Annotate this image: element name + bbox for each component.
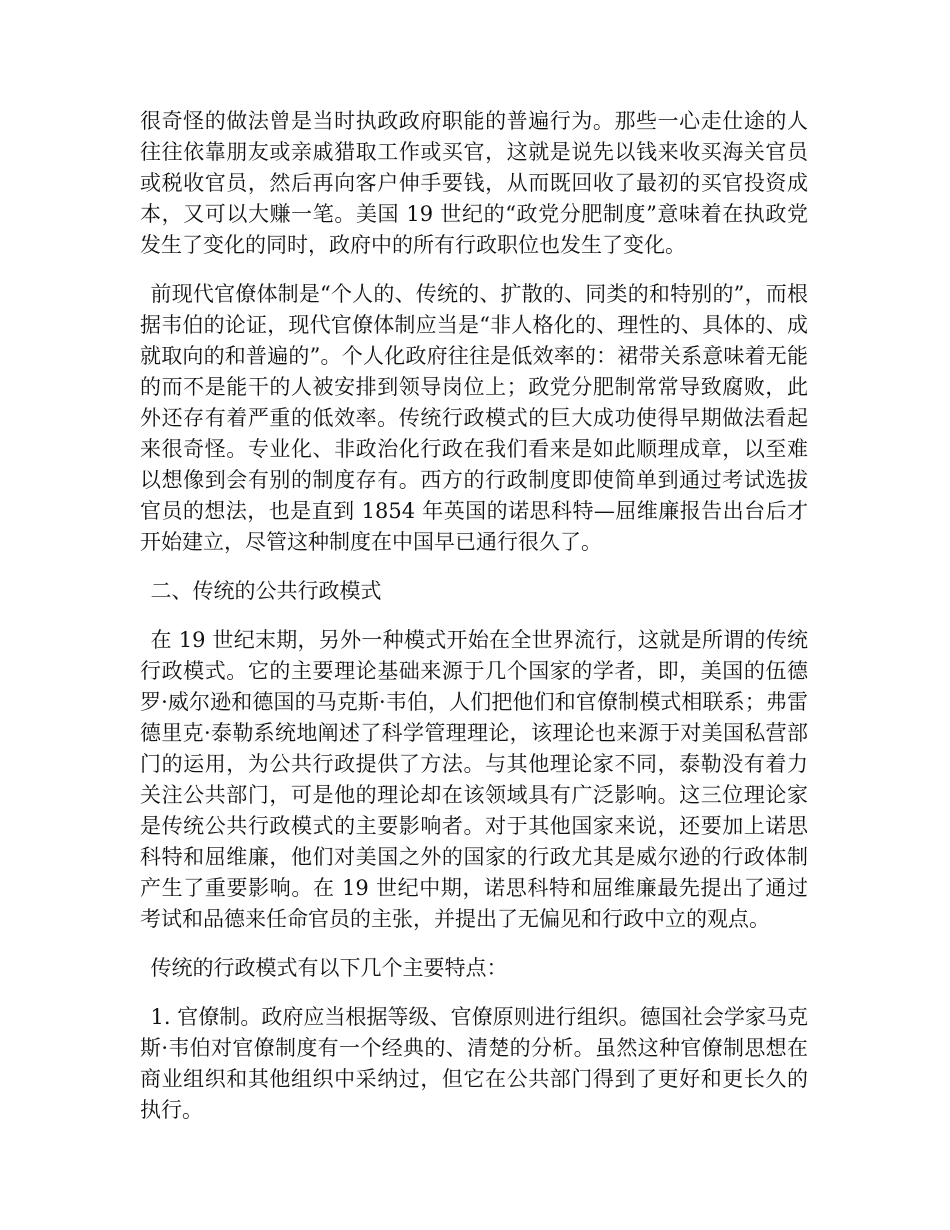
paragraph-late-19th-century: 在 19 世纪末期，另外一种模式开始在全世界流行，这就是所谓的传统行政模式。它的主要理论基础来源于几个国家的学者，即，美国的伍德罗·威尔逊和德国的马克斯·韦伯，人们把他们和官僚制模式相联系；弗雷德里克·泰勒系统地阐述了科学管理理论，该理论也来源于对美国私营部门的运用，为公共行政提供了方法。与其他理论家不同，泰勒没有着力关注公共部门，可是他的理论却在该领域具有广泛影响。这三位理论家是传统公共行政模式的主要影响者。对于其他国家来说，还要加上诺思科特和屈维廉，他们对美国之外的国家的行政尤其是威尔逊的行政体制产生了重要影响。在 19 世纪中期，诺思科特和屈维廉最先提出了通过考试和品德来任命官员的主张，并提出了无偏见和行政中立的观点。 [140,628,808,931]
section-heading-traditional-model: 二、传统的公共行政模式 [150,579,382,603]
document-body [140,106,808,1144]
paragraph-features-intro: 传统的行政模式有以下几个主要特点： [150,956,508,980]
paragraph-bureaucracy-feature: 1. 官僚制。政府应当根据等级、官僚原则进行组织。德国社会学家马克斯·韦伯对官僚制度有一个经典的、清楚的分析。虽然这种官僚制思想在商业组织和其他组织中采纳过，但它在公共部门得到了更好和更长久的执行。 [140,1005,808,1122]
paragraph-premodern-bureaucracy: 前现代官僚体制是“个人的、传统的、扩散的、同类的和特别的”，而根据韦伯的论证，现代官僚体制应当是“非人格化的、理性的、具体的、成就取向的和普遍的”。个人化政府往往是低效率的：裙带关系意味着无能的而不是能干的人被安排到领导岗位上；政党分肥制常常导致腐败，此外还存有着严重的低效率。传统行政模式的巨大成功使得早期做法看起来很奇怪。专业化、非政治化行政在我们看来是如此顺理成章，以至难以想像到会有别的制度存有。西方的行政制度即使简单到通过考试选拔官员的想法，也是直到 1854 年英国的诺思科特—屈维廉报告出台后才开始建立，尽管这种制度在中国早已通行很久了。 [140,282,808,554]
paragraph-patronage: 很奇怪的做法曾是当时执政政府职能的普遍行为。那些一心走仕途的人往往依靠朋友或亲戚猎取工作或买官，这就是说先以钱来收买海关官员或税收官员，然后再向客户伸手要钱，从而既回收了最初的买官投资成本，又可以大赚一笔。美国 19 世纪的“政党分肥制度”意味着在执政党发生了变化的同时，政府中的所有行政职位也发生了变化。 [140,109,808,257]
